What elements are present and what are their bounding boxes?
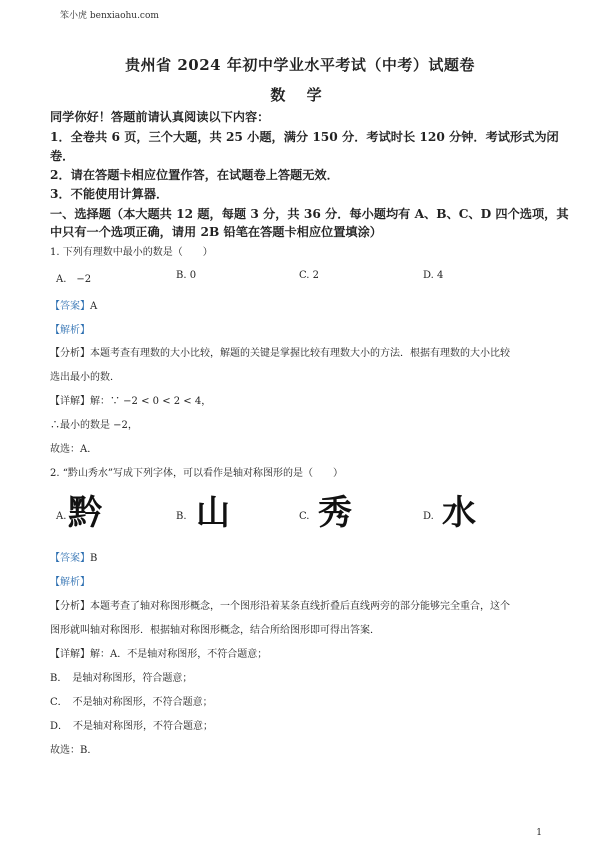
q1-fenxi-text: 本题考查有理数的大小比较，解题的关键是掌握比较有理数大小的方法．根据有理数的大小比较 bbox=[90, 348, 510, 359]
q2-answer bbox=[50, 552, 97, 566]
instruction-item-1: 1．全卷共 6 页，三个大题，共 25 小题，满分 150 分．考试时长 120 分钟．考试形式为闭 bbox=[50, 130, 559, 144]
answer-tag: 【答案】 bbox=[50, 553, 90, 564]
page-number: 1 bbox=[536, 828, 542, 838]
q2-option-b-label: B. bbox=[176, 511, 187, 522]
q2-option-b-glyph: 山 bbox=[196, 493, 230, 533]
q2-option-d-glyph: 水 bbox=[442, 493, 476, 533]
q1-option-c: C. 2 bbox=[299, 270, 320, 281]
q2-final: 故选：B． bbox=[50, 745, 98, 756]
instructions-greeting: 同学你好！答题前请认真阅读以下内容： bbox=[50, 110, 270, 124]
instruction-item-3: 3．不能使用计算器． bbox=[50, 187, 169, 201]
q1-answer-value: A bbox=[90, 301, 98, 312]
q1-stem: 1. 下列有理数中最小的数是（ ） bbox=[50, 247, 213, 258]
exam-title: 贵州省 2024 年初中学业水平考试（中考）试题卷 bbox=[125, 56, 475, 74]
q2-option-a-label: A. bbox=[56, 511, 67, 522]
q1-final: 故选：A． bbox=[50, 444, 98, 455]
q2-detail-b: B． 是轴对称图形，符合题意； bbox=[50, 673, 193, 684]
q1-fenxi bbox=[50, 347, 510, 361]
instruction-item-2: 2．请在答题卡相应位置作答，在试题卷上答题无效． bbox=[50, 168, 339, 182]
section1-heading-cont: 中只有一个选项正确，请用 2B 铅笔在答题卡相应位置填涂） bbox=[50, 225, 382, 239]
section1-heading: 一、选择题（本大题共 12 题，每题 3 分，共 36 分．每小题均有 A、B、C、D 四个选项，其 bbox=[50, 207, 569, 221]
q2-option-c-glyph: 秀 bbox=[318, 493, 352, 533]
detail-tag: 【详解】 bbox=[50, 649, 90, 660]
q1-answer bbox=[50, 300, 97, 314]
q2-stem: 2. “黔山秀水”写成下列字体，可以看作是轴对称图形的是（ ） bbox=[50, 468, 343, 479]
answer-tag: 【答案】 bbox=[50, 301, 90, 312]
q2-detail bbox=[50, 648, 267, 662]
fenxi-tag: 【分析】 bbox=[50, 348, 90, 359]
q2-fenxi bbox=[50, 600, 510, 614]
detail-tag: 【详解】 bbox=[50, 396, 90, 407]
q1-conclusion: ∴最小的数是 −2， bbox=[50, 420, 138, 431]
q2-option-a-glyph: 黔 bbox=[68, 493, 102, 533]
q1-option-a: A. −2 bbox=[56, 274, 92, 285]
instruction-item-1-cont: 卷． bbox=[50, 149, 75, 163]
q1-analysis-tag: 【解析】 bbox=[50, 325, 90, 336]
q1-option-b: B. 0 bbox=[176, 270, 197, 281]
site-header: 笨小虎 benxiaohu.com bbox=[60, 11, 159, 21]
q2-answer-value: B bbox=[90, 553, 98, 564]
q1-option-d: D. 4 bbox=[423, 270, 444, 281]
q1-detail-text: 解：∵ −2 < 0 < 2 < 4， bbox=[90, 396, 212, 407]
q2-option-c-label: C. bbox=[299, 511, 310, 522]
q2-detail-a: 解：A．不是轴对称图形，不符合题意； bbox=[90, 649, 268, 660]
q2-fenxi-cont: 图形就叫轴对称图形．根据轴对称图形概念，结合所给图形即可得出答案． bbox=[50, 625, 380, 636]
q2-detail-d: D． 不是轴对称图形，不符合题意； bbox=[50, 721, 214, 732]
q1-detail bbox=[50, 395, 211, 409]
fenxi-tag: 【分析】 bbox=[50, 601, 90, 612]
q1-fenxi-cont: 选出最小的数． bbox=[50, 372, 120, 383]
subject-title: 数 学 bbox=[270, 86, 330, 104]
q2-analysis-tag: 【解析】 bbox=[50, 577, 90, 588]
q2-option-d-label: D. bbox=[423, 511, 434, 522]
q2-fenxi-text: 本题考查了轴对称图形概念，一个图形沿着某条直线折叠后直线两旁的部分能够完全重合，这个 bbox=[90, 601, 510, 612]
q2-detail-c: C． 不是轴对称图形，不符合题意； bbox=[50, 697, 213, 708]
